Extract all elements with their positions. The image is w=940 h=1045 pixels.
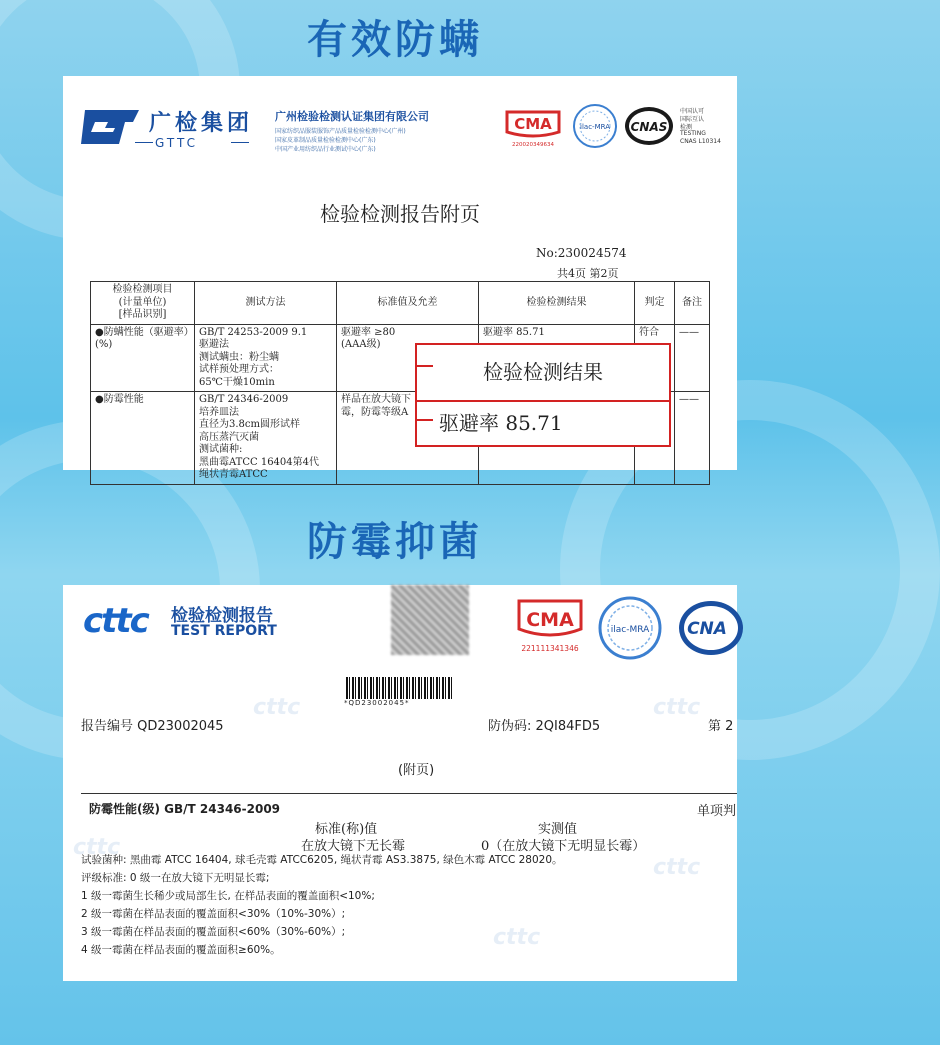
appendix-label: (附页) (398, 763, 435, 778)
cnas-icon (623, 104, 675, 148)
barcode-icon (346, 677, 452, 699)
cnas-text: 检测 (680, 124, 693, 131)
company-subline: 中国产业用纺织品行业测试中心(广东) (275, 146, 376, 153)
cnas-label: CNA (687, 619, 727, 639)
measured-header: 实测值 (538, 822, 578, 837)
cell-item: ●防螨性能（驱避率）(%) (91, 324, 195, 392)
cell-standard: 驱避率 ≥80 (AAA级) (337, 324, 479, 392)
section-title-anti-mite: 有效防螨 (307, 17, 483, 63)
cttc-test-report (63, 585, 737, 981)
watermark: cttc (253, 695, 301, 720)
result-callout (415, 343, 671, 447)
callout-title: 检验检测结果 (417, 345, 669, 402)
col-header: 备注 (675, 282, 710, 325)
qr-code-icon (391, 585, 469, 655)
cma-seal-icon (503, 106, 563, 148)
detail-line: 4 级一霉菌在样品表面的覆盖面积≥60%。 (81, 944, 281, 956)
gttc-report-appendix (63, 76, 737, 480)
table-header-row (91, 282, 710, 325)
single-item-label: 单项判 (697, 804, 737, 819)
cnas-text: CNAS L10314 (680, 138, 721, 145)
company-name: 广州检验检测认证集团有限公司 (275, 110, 429, 123)
divider (135, 142, 153, 143)
detail-line: 1 级一霉菌生长稀少或局部生长, 在样品表面的覆盖面积<10%; (81, 890, 375, 902)
callout-tick (415, 419, 433, 421)
cell-method: GB/T 24346-2009 培养皿法 直径为3.8cm圆形试样 高压蒸汽灭菌 测试菌种: 黑曲霉ATCC 16404第4代 绳状青霉ATCC (195, 392, 337, 485)
cma-number: 220020349634 (512, 142, 554, 148)
cnas-text: 国际互认 (680, 116, 705, 123)
col-header: 测试方法 (195, 282, 337, 325)
gttc-logo-en: GTTC (155, 136, 198, 150)
cnas-icon (677, 599, 737, 657)
cell-result: 驱避率 85.71 (479, 324, 635, 392)
page-indicator: 第 2 (708, 719, 734, 734)
ilac-mra-icon (571, 102, 619, 150)
callout-tick (415, 365, 433, 367)
standard-value: 在放大镜下无长霉 (301, 839, 406, 854)
col-header: 标准值及允差 (337, 282, 479, 325)
company-subline: 国家纺织品服装服饰产品质量检验检测中心(广州) (275, 128, 406, 135)
col-header: 判定 (635, 282, 675, 325)
cell-item: ●防霉性能 (91, 392, 195, 485)
report-title: 检验检测报告附页 (320, 202, 480, 226)
company-subline: 国家皮革制品质量检验检测中心(广东) (275, 137, 376, 144)
cnas-text: 中国认可 (680, 108, 705, 115)
detail-line: 评级标准: 0 级一在放大镜下无明显长霉; (81, 872, 270, 884)
cma-label: CMA (514, 115, 552, 133)
watermark: cttc (653, 855, 701, 880)
watermark: cttc (493, 925, 541, 950)
test-name: 防霉性能(级) GB/T 24346-2009 (89, 802, 281, 816)
ilac-label: ilac-MRA (580, 123, 610, 131)
report-logo-cn: 检验检测报告 (171, 606, 273, 626)
section-title-anti-mold: 防霉抑菌 (307, 519, 483, 565)
cma-label: CMA (526, 609, 574, 631)
cell-judge: 符合 (635, 324, 675, 392)
gttc-logo-text: 广检集团 (149, 111, 254, 136)
detail-line: 3 级一霉菌在样品表面的覆盖面积<60%（30%-60%）; (81, 926, 346, 938)
detail-line: 试验菌种: 黑曲霉 ATCC 16404, 球毛壳霉 ATCC6205, 绳状青霉 AS3.3875, 绿色木霉 ATCC 28020。 (81, 854, 563, 866)
report-number: No:230024574 (536, 246, 627, 260)
report-number: 报告编号 QD23002045 (81, 719, 224, 734)
watermark: cttc (73, 835, 121, 860)
divider (81, 793, 737, 794)
cell-standard: 样品在放大镜下 霉，防霉等级A (337, 392, 479, 485)
report-logo-en: TEST REPORT (171, 623, 277, 639)
ilac-label: ilac-MRA (610, 625, 650, 635)
barcode-text: *QD23002045* (344, 699, 410, 707)
callout-value: 驱避率 85.71 (439, 411, 563, 435)
cma-number: 221111341346 (521, 644, 579, 653)
measured-value: 0（在放大镜下无明显长霉） (481, 839, 646, 854)
ilac-mra-icon (597, 595, 663, 661)
cell-method: GB/T 24253-2009 9.1 驱避法 测试螨虫：粉尘螨 试样预处理方式： 65℃干燥10min (195, 324, 337, 392)
col-header: 检验检测结果 (479, 282, 635, 325)
cell-note: —— (675, 324, 710, 392)
gttc-logo-icon (79, 106, 141, 148)
cnas-label: CNAS (630, 120, 668, 134)
cma-seal-icon (515, 597, 585, 653)
watermark: cttc (653, 695, 701, 720)
cell-note: —— (675, 392, 710, 485)
cttc-logo-icon: cttc (83, 601, 148, 641)
standard-header: 标准(称)值 (315, 822, 378, 837)
cnas-text: TESTING (680, 130, 706, 137)
col-header: 检验检测项目 (计量单位) [样品识别] (91, 282, 195, 325)
page-indicator: 共4页 第2页 (557, 267, 619, 280)
anti-fake-code: 防伪码: 2QI84FD5 (488, 719, 601, 734)
divider (231, 142, 249, 143)
detail-line: 2 级一霉菌在样品表面的覆盖面积<30%（10%-30%）; (81, 908, 346, 920)
